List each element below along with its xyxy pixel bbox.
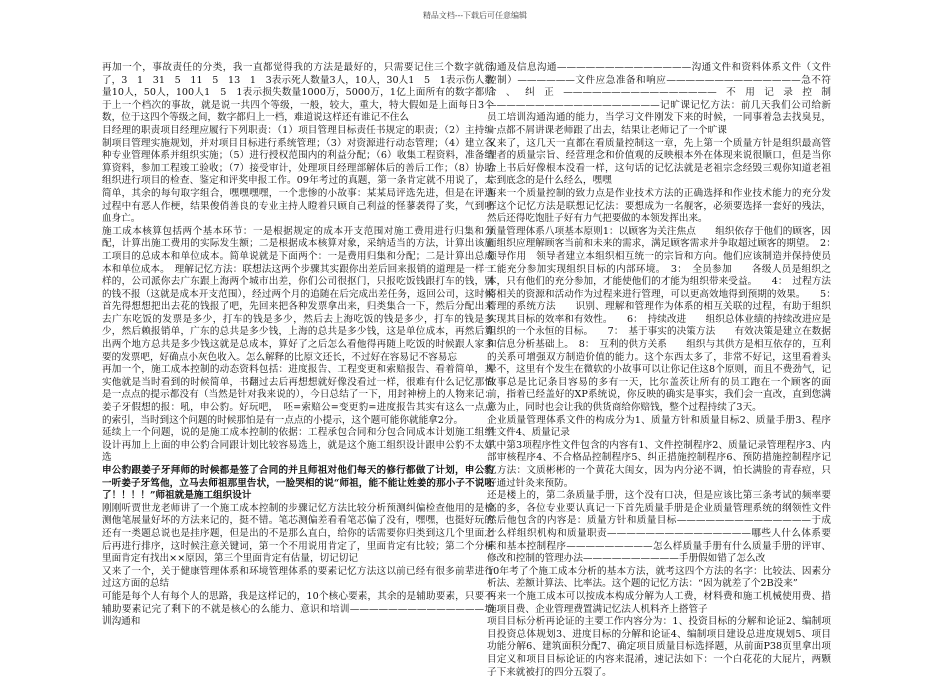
paragraph-bold: 申公豹跟姜子牙拜师的时候都是签了合同的并且师祖对他们每天的修行都做了计划，申公豹一听姜子牙笃他，立马去师祖那里告状，一脸哭相的说“师祖，能不能让姓姜的那小子不说呸了！！！！”师祖就是施工组织设计 (102, 465, 494, 502)
paragraph: 再加一个，事故责任的分类，我一直都觉得我的方法是最好的，只需要记住三个数字就行了，3 1 31 5 11 5 13 1 3表示死人数量3人，10人，30人1 5 1表示伤人数量10人，50人，100人1 5 1表示损失数量1000万，5000万，1亿上面所有的数字都归于上一个档次的事故，就是说一共四个等级，一般，较大，重大，特大假如是上面每日3个数，位于这四个等级之间，数字都归上一档，难道说这样还有谁记不住么 (102, 62, 494, 124)
paragraph: 质量管理体系八项基本原则1：以顾客为关注焦点 组织依存于他们的顾客，因而组织应理解顾客当前和未来的需求，满足顾客需求并争取超过顾客的期望。 2： 领导作用 领导者建立本组织相互统一的宗旨和方向。他们应该制造并保持使员工能充分参加实现组织目标的内部环境。 3： 全员参加 各级人员是组织之本，只有他们的充分参加，才能使他们的才能为组织带来受益。 4： 过程方法 将相关的资源和活动作为过程来进行管理，可以更高效地得到预期的效果。 5： 管理的系统方法 识别、理解和管理作为体系的相互关联的过程，有助于组织实现其目标的效率和有效性。 6： 持续改进 组织总体业绩的持续改进应是组织的一个永恒的目标。 7： 基于事实的决策方法 有效决策是建立在数据和信息分析基础上。 8： 互利的供方关系 组织与其供方是相互依存的，互利的关系可增强双方制造价值的能力。这个东西太多了，非常不好记，这里看着头晕不，这里有个发生在微软的小故事可以让你记住这8个原则，而且不费劲气，记故事总是比记条目容易的多有一天，比尔盖茨让所有的员工跑在一个顾客的面前，指着已经盖好的XP系统说，你反映的确实是事实，我们会一直改，直到您满意为止，同时也会让我的供货商给你赔钱，整个过程持续了3天。 (487, 225, 851, 414)
paragraph: 又来了一个，关于健康管理体系和环境管理体系的要素记忆方法这以前已经有很多前辈进行过这方面的总结 (102, 565, 494, 590)
paragraph: 企业质量管理体系文件的构成分为1、质量方针和质量目标2、质量手册3、程序性文件4、质量记录 (487, 414, 831, 439)
paragraph: 再加一个，施工成本控制的动态资料包括：进度报告、工程变更和索赔报告、看着简单，其实他就是当时看到的时候简单，书翻过去后再想想就好像没看过一样，很难有什么记忆那怕是一点点的提示都没有（当然是针对我来说的），今日总结了一下，用封神榜上的人物来记：姜子牙假想的报：吼，申公豹。好玩吧， 呸=索赔公=变更豹=进度报告其实有这么一点点的索引，当时到这个问题的时候那怕是有一点点的小提示，这个题可能你就能拿2分。 (102, 364, 494, 426)
page-header: 精品文档---下载后可任意编辑 (422, 11, 528, 20)
right-column (487, 62, 851, 679)
paragraph: 延续上一个问题，说的是施工成本控制的依据：工程承包合同和分包合同成本计划施工组织设计再加上上面的申公豹合同跟计划比较容易选上，就是这个施工组织设计跟申公豹不太好选 (102, 427, 494, 464)
paragraph: 施工成本核算包括两个基本环节：一是根据规定的成本开支范围对施工费用进行归集和分配，计算出施工费用的实际发生额；二是根据成本核算对象，采纳适当的方法，计算出该施工项目的总成本和单位成本。简单说就是下面两个：一是费用归集和分配；二是计算出总成本和单位成本。 理解记忆方法：联想法这两个步骤其实跟你出差后回来报销的道理是一样一样的，公司派你去广东跟上海两个城市出差，你们公司很抠门，只报吃饭钱跟打车的钱，别的钱不报（这就是成本开支范围），经过两个月的追随在后完成出差任务，返回公司，这时候首先得想想把出去花的钱报了吧，先回来把各种发票拿出来，归类集合一下，然后分配出来去广东吃饭的发票是多少，打车的钱是多少，然后去上海吃饭的钱是多少，打车的钱是多少，然后赖报销单，广东的总共是多少钱，上海的总共是多少钱，这是单位成本，再然后算出两个地方总共是多少钱这就是总成本，算好了之后怎么看他得再随上吃饭的时候跟人家多要的发票吧，好确点小灰色收入。怎么解释的比原文还长，不过好在容易记不容易忘 (102, 225, 494, 363)
paragraph: 其中第3项程序性文件包含的内容有1、文件控制程序2、质量记录管理程序3、内部审核程序4、不合格品控制程序5、纠正措施控制程序6、预防措施控制程序记忆方法：文质彬彬的一个黄花大闺女，因为内分泌不调，怕长满脸的青春痘，只好通过针灸来预防。 (487, 439, 831, 489)
paragraph: 再来一个施工成本可以按成本构成分解为人工费，材料费和施工机械使用费、措施项目费、企业管理费置满记忆法人机料齐上搭管子 (487, 590, 831, 615)
paragraph: 目经理的职责项目经理应履行下列职责：（1）项目管理目标责任书规定的职责；（2）主持编制项目管理实施规划，并对项目目标进行系统管理；（3）对资源进行动态管理；（4）建立各种专业管理体系并组织实施；（5）进行授权范围内的利益分配；（6）收集工程资料，准备结算资料，参加工程竣工验收；（7）接受审计，处理项目经理部解体后的善后工作；（8）协助组织进行项目的检查、鉴定和评奖申报工作。09年考过的真题，第一条肯定就不用说了，太简单，其余的每句取字组合，嘿嘿嘿嘿，一个悲惨的小故事：某某局评选先进，但是在评选过程中有恶人作梗，结果俊俏善良的专业主持人瞪着只顾自己利益的怪蓼袭得了奖，气到吐血身亡。 (102, 124, 494, 225)
paragraph: 10年考了个施工成本分析的基本方法，就考这四个方法的名字：比较法、因素分析法、差额计算法、比率法。这个题的记忆方法：“因为就差了个2B没来” (487, 565, 831, 590)
left-column (102, 62, 494, 629)
paragraph: 还是楼上的，第二条质量手册，这个没有口决，但是应该比第三条考试的频率要高的多，各位专业要认真记一下首先质量手册是企业质量管理系统的纲领性文件然后他包含的内容是：质量方针和质量目标——————————————于成什么样组织机构和质量职责———————————————哪些人什么体系要素和基本控制程序—————————怎么样质量手册有什么质量手册的评审、修改和控制的管理办法——————————手册假如错了怎么改 (487, 490, 831, 565)
paragraph: 项目目标分析再论证的主要工作内容分为：1、投资目标的分解和论证2、编制项目投资总体规划3、进度目标的分解和论证4、编制项目建设总进度规划5、项目功能分解6、建筑面积分配7、确定项目质量目标选择题，从前面P38页里拿出项目定义和项目目标论证的内容来混淆，速记法如下：一个白花花的大屁片，两颗子下来就被打的四分五裂了。 (487, 616, 831, 678)
paragraph: 沟通及信息沟通——————————————沟通文件和资料体系文件（文件控制）——————文件应急准备和响应——————————————急不符合、纠正————————————————不用记录控制——————————————————记旷课记忆方法：前几天我们公司给新员工培训沟通沟通的能力，当学习文件刚发下来的时候，一同事着急去找臭見，一点都不屑讲课老师跟了出去，结果让老师记了一个旷课 (487, 62, 831, 136)
paragraph: 又来了，这几天一直都在看质量控制这一章，先上第一个质量方针是组织最高管理者的质量宗旨、经营理念和价值观的反映根本外在体现来说很顺口，但是当你合上书后好像根本没看一样，这句话的记忆法就是老祖宗念经毁三观你知道老祖宗到底念的是什么经么，嘿嘿 (487, 137, 831, 187)
paragraph: 刚刚听贾世龙老师讲了一个施工成本控制的步骤记忆方法比较分析预测纠偏检查他用的是检测他笔展量好坏的方法来记的，挺不错。笔芯测偏差看看笔芯偏了没有，嘿嘿，也挺好玩的还有一类题总说也是挂序题，但是出的不是那么直白，给你的话需要你归类到这几个里面之后再进行排序，这时候注意关键词，第一个不用说用肯定了，里面肯定有比较；第二个分析里面肯定有找出××原因，第三个里面肯定有估量，切记切记 (102, 502, 494, 565)
paragraph: 可能是每个人有每个人的思路，我是这样记的，10个核心要素，其余的是辅助要素，只要不辅助要素记完了剩下的不就是核心的么能力、意识和培训——————————————培训沟通和 (102, 590, 494, 628)
paragraph: 再来一个质量控制的致力点是作业技术方法的正确选择和作业技术能力的充分发挥这个记忆方法是联想记忆法：要想成为一名舰客，必须要选择一套好的残法，然后还得吃饱肚子好有力气把要做的本领发挥出来。 (487, 187, 831, 225)
